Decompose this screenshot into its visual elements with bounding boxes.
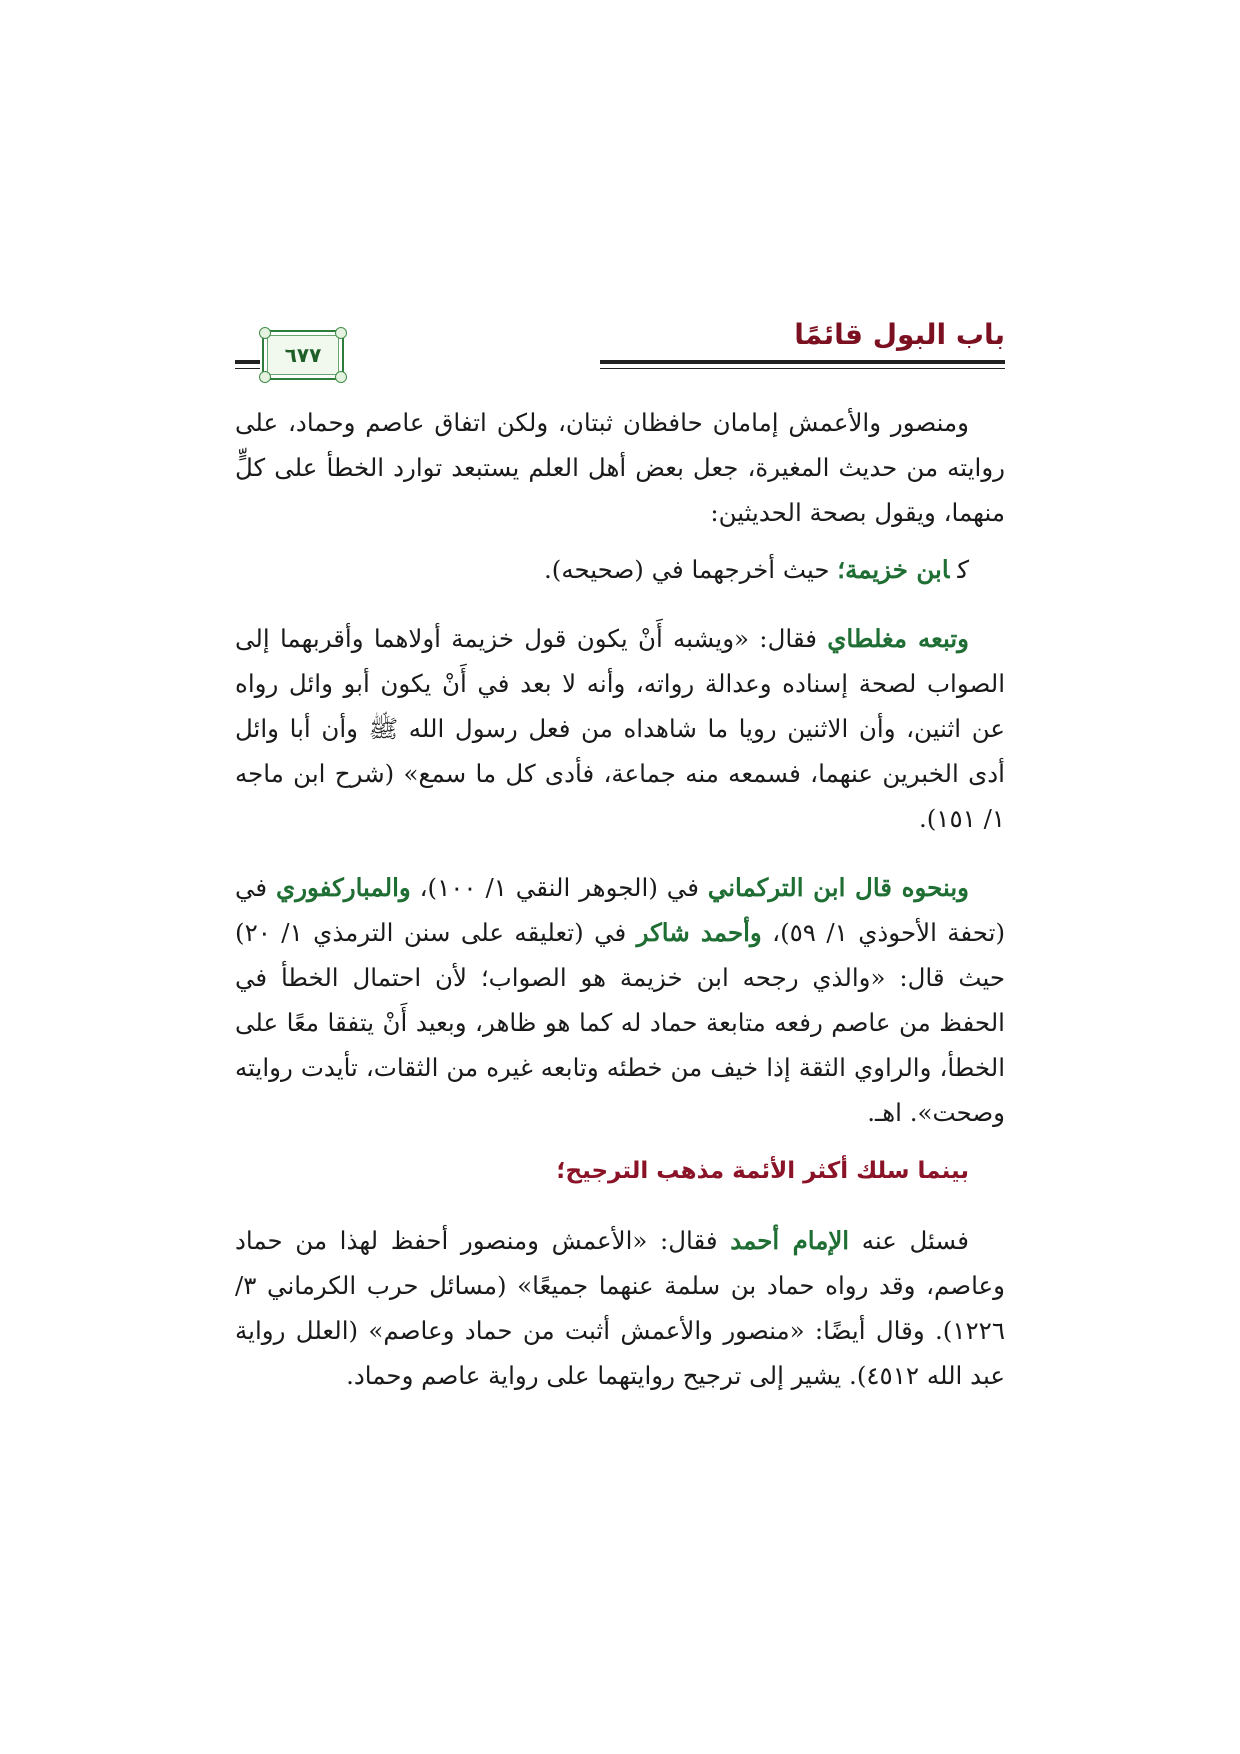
header-rule-thick	[600, 360, 1005, 364]
paragraph-2	[235, 547, 1005, 592]
paragraph-text: حيث أخرجهما في (صحيحه).	[543, 555, 838, 584]
highlighted-name: والمباركفوري	[276, 873, 411, 902]
paragraph-5	[235, 1218, 1005, 1398]
paragraph-text: في (الجوهر النقي ١/ ١٠٠)،	[410, 873, 708, 902]
paragraph-text: فسئل عنه	[849, 1226, 970, 1255]
paragraph-text: فقال: «ويشبه أَنْ يكون قول خزيمة أولاهما وأقربهما إلى الصواب لصحة إسناده وعدالة رواته، وأنه لا بعد في أَنْ يكون أبو وائل رواه عن اثنين، وأن الاثنين رويا ما شاهداه من فعل رسول الله ﷺ وأن أبا وائل أدى الخبرين عنهما، فسمعه منه جماعة، فأدى كل ما سمع» (شرح ابن ماجه ١/ ١٥١).	[235, 624, 1005, 833]
section-heading-text: بينما سلك أكثر الأئمة مذهب الترجيح؛	[556, 1158, 969, 1184]
paragraph-1: ومنصور والأعمش إمامان حافظان ثبتان، ولكن اتفاق عاصم وحماد، على روايته من حديث المغيرة، جعل بعض أهل العلم يستبعد توارد الخطأ على كلٍّ منهما، ويقول بصحة الحديثين:	[235, 408, 1005, 527]
paragraph-text: فقال: «الأعمش ومنصور أحفظ لهذا من حماد وعاصم، وقد رواه حماد بن سلمة عنهما جميعًا» (مسائل حرب الكرماني ٣/ ١٢٢٦). وقال أيضًا: «منصور والأعمش أثبت من حماد وعاصم» (العلل رواية عبد الله ٤٥١٢). يشير إلى ترجيح روايتهما على رواية عاصم وحماد.	[235, 1226, 1005, 1390]
section-heading	[235, 1147, 1005, 1194]
highlighted-name: وأحمد شاكر	[636, 918, 762, 947]
header-rule-left-thick	[235, 360, 260, 364]
paragraph-3	[235, 616, 1005, 841]
paragraph-text: في (تعليقه على سنن الترمذي ١/ ٢٠) حيث قال: «والذي رجحه ابن خزيمة هو الصواب؛ لأن احتمال الخطأ في الحفظ من عاصم رفعه متابعة حماد له كما هو ظاهر، وبعيد أَنْ يتفقا معًا على الخطأ، والراوي الثقة إذا خيف من خطئه وتابعه غيره من الثقات، تأيدت روايته وصحت». اهـ.	[235, 918, 1005, 1127]
paragraph-4	[235, 865, 1005, 1135]
page-body	[235, 400, 1005, 1422]
highlighted-name: ابن خزيمة؛	[837, 555, 950, 584]
header-rule-thin	[600, 368, 1005, 369]
running-title: باب البول قائمًا	[794, 318, 1005, 351]
bullet-marker: ك	[957, 555, 969, 584]
header-rule-left-thin	[235, 368, 260, 369]
page-number: ٦٧٧	[284, 343, 322, 367]
page-header	[235, 318, 1005, 380]
highlighted-name: وتبعه مغلطاي	[827, 624, 969, 653]
page-number-badge	[262, 330, 344, 380]
highlighted-name: الإمام أحمد	[730, 1226, 850, 1255]
paragraph-text: في (تحفة الأحوذي ١/ ٥٩)،	[235, 873, 1006, 947]
highlighted-name: وبنحوه قال ابن التركماني	[707, 873, 970, 902]
